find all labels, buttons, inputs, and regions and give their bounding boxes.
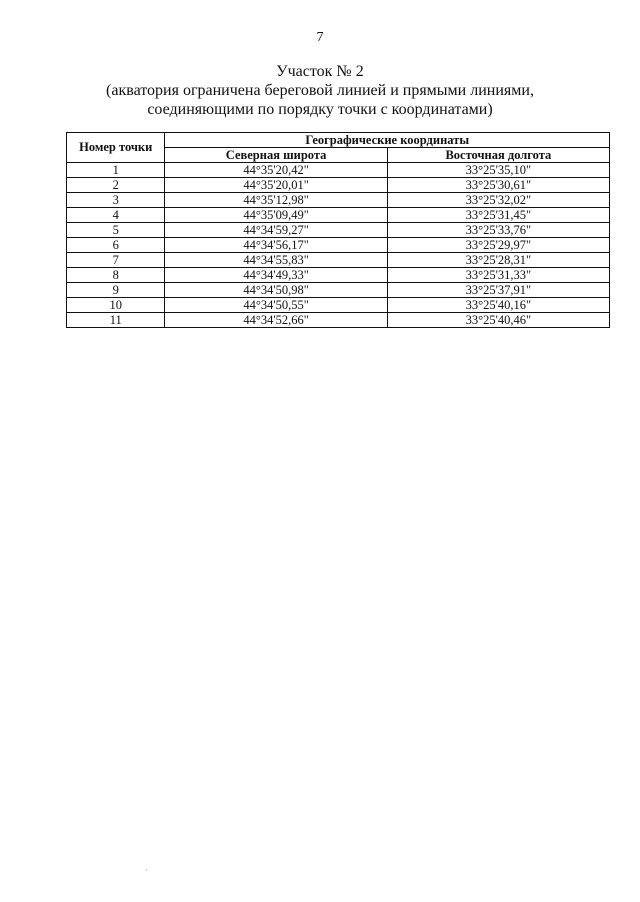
cell-point-number: 2 [67,178,165,193]
cell-east-longitude: 33°25'33,76" [387,223,609,238]
cell-north-latitude: 44°34'52,66" [165,313,387,328]
cell-point-number: 6 [67,238,165,253]
cell-point-number: 4 [67,208,165,223]
cell-east-longitude: 33°25'37,91" [387,283,609,298]
cell-point-number: 1 [67,163,165,178]
table-row [67,163,610,178]
cell-north-latitude: 44°35'09,49" [165,208,387,223]
cell-north-latitude: 44°34'56,17" [165,238,387,253]
table-row [67,268,610,283]
table-row [67,208,610,223]
cell-east-longitude: 33°25'31,33" [387,268,609,283]
header-geo-coordinates: Географические координаты [165,133,610,148]
section-title: Участок № 2 [276,63,364,80]
cell-point-number: 11 [67,313,165,328]
cell-point-number: 10 [67,298,165,313]
header-point-number: Номер точки [67,133,165,163]
cell-north-latitude: 44°34'59,27" [165,223,387,238]
page-number: 7 [316,30,324,45]
cell-north-latitude: 44°35'20,42" [165,163,387,178]
section-description-line-1: (акватория ограничена береговой линией и прямыми линиями, [106,82,534,99]
cell-east-longitude: 33°25'40,46" [387,313,609,328]
table-row [67,223,610,238]
cell-point-number: 9 [67,283,165,298]
table-row [67,178,610,193]
cell-east-longitude: 33°25'31,45" [387,208,609,223]
table-row [67,298,610,313]
cell-east-longitude: 33°25'32,02" [387,193,609,208]
header-north-latitude: Северная широта [165,148,387,163]
cell-north-latitude: 44°35'12,98" [165,193,387,208]
cell-point-number: 8 [67,268,165,283]
cell-north-latitude: 44°34'55,83" [165,253,387,268]
table-row [67,313,610,328]
cell-point-number: 7 [67,253,165,268]
section-description-line-2: соединяющими по порядку точки с координатами) [147,101,493,118]
cell-point-number: 3 [67,193,165,208]
cell-north-latitude: 44°34'50,98" [165,283,387,298]
cell-north-latitude: 44°34'50,55" [165,298,387,313]
cell-east-longitude: 33°25'29,97" [387,238,609,253]
table-row [67,193,610,208]
table-row [67,238,610,253]
cell-east-longitude: 33°25'28,31" [387,253,609,268]
cell-north-latitude: 44°34'49,33" [165,268,387,283]
coordinates-table [66,132,610,328]
table-row [67,253,610,268]
section-heading [0,62,640,119]
table-row [67,283,610,298]
table-body [67,163,610,328]
table-header-row [67,133,610,148]
cell-east-longitude: 33°25'35,10" [387,163,609,178]
cell-east-longitude: 33°25'30,61" [387,178,609,193]
footer-mark: · [145,866,148,875]
cell-north-latitude: 44°35'20,01" [165,178,387,193]
cell-point-number: 5 [67,223,165,238]
cell-east-longitude: 33°25'40,16" [387,298,609,313]
header-east-longitude: Восточная долгота [387,148,609,163]
